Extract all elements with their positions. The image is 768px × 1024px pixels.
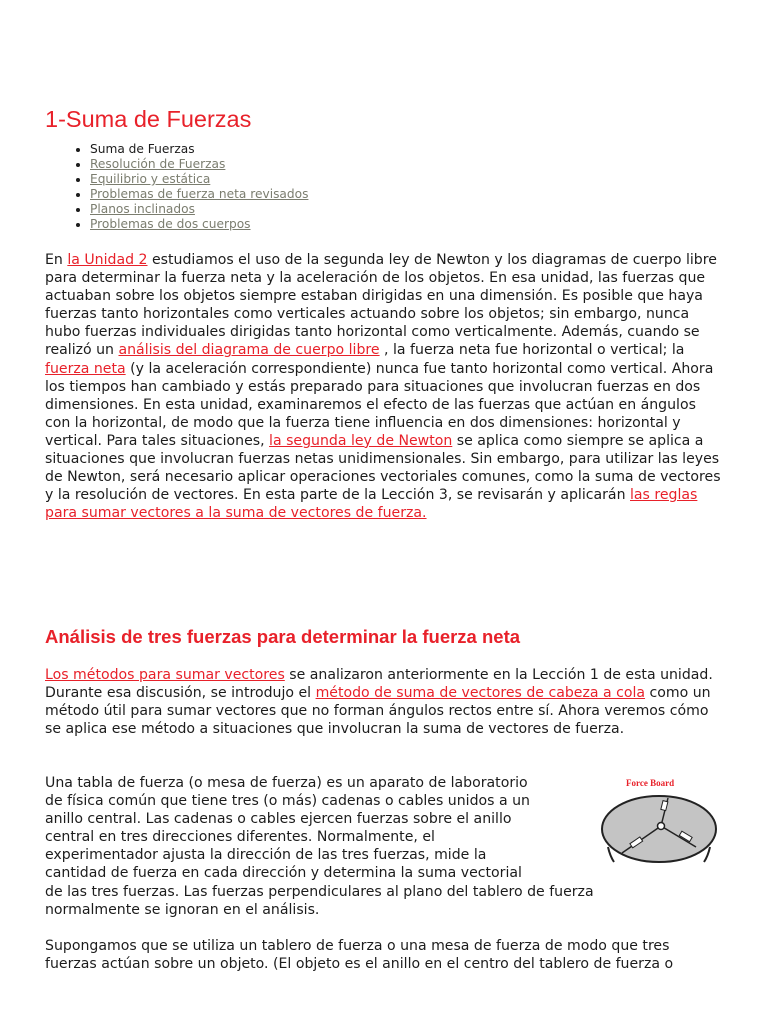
force-board-illustration [600,790,720,868]
toc-link-equilibrio[interactable]: Equilibrio y estática [90,172,211,186]
section-heading: Análisis de tres fuerzas para determinar la fuerza neta [45,626,521,647]
link-unidad-2[interactable]: la Unidad 2 [67,252,148,268]
text-run: estudiamos el uso de la segunda ley de Newton y los diagramas de cuerpo libre para determinar la fuerza neta y la aceleración de los objetos. En esa unidad, las fuerzas que actuaban sobre los objetos siempre estaban dirigidas en una dimensión. Es posible que haya fuerzas tanto horizontales como verticales actuando sobre los objetos; sin embargo, nunca hubo fuerzas individuales dirigidas tanto horizontal como verticalmente. Además, cuando se realizó un [45,252,717,359]
toc-link-resolucion[interactable]: Resolución de Fuerzas [90,157,226,171]
figure-label: Force Board [626,778,675,788]
toc-item-label: Suma de Fuerzas [90,142,195,156]
page-title: 1-Suma de Fuerzas [45,106,252,132]
text-line: Una tabla de fuerza (o mesa de fuerza) es un aparato de laboratorio [45,775,528,791]
intro-paragraph [45,251,725,522]
methods-paragraph [45,666,725,738]
text-line: normalmente se ignoran en el análisis. [45,901,320,918]
text-line: de física común que tiene tres (o más) cadenas o cables unidos a un [45,793,530,810]
text-line: experimentador ajusta la dirección de las tres fuerzas, mide la [45,847,487,864]
lesson-toc [45,142,308,232]
toc-link-planos[interactable]: Planos inclinados [90,202,195,216]
text-run: como un método útil para sumar vectores que no forman ángulos rectos entre sí. Ahora veremos cómo se aplica ese método a situaciones que involucran la suma de vectores de fuerza. [45,685,711,738]
toc-link-dos-cuerpos[interactable]: Problemas de dos cuerpos [90,217,251,231]
text-line: cantidad de fuerza en cada dirección y determina la suma vectorial [45,865,522,882]
link-fuerza-neta[interactable]: fuerza neta [45,360,126,377]
text-run: , la fuerza neta fue horizontal o vertical; la [379,342,685,359]
text-run: se aplica como siempre se aplica a situaciones que involucran fuerzas netas unidimensionales. Sin embargo, para utilizar las leyes de Newton, será necesario aplicar operaciones vectoriales comunes, como la suma de vectores y la resolución de vectores. En esta parte de la Lección 3, se revisarán y aplicarán [45,432,721,504]
toc-item-current [90,142,308,157]
link-segunda-ley[interactable]: la segunda ley de Newton [269,432,453,449]
toc-item [90,172,308,187]
text-line: central en tres direcciones diferentes. Normalmente, el [45,829,435,846]
toc-item [90,157,308,172]
link-metodos-sumar[interactable]: Los métodos para sumar vectores [45,667,285,683]
toc-link-problemas-fuerza-neta[interactable]: Problemas de fuerza neta revisados [90,187,309,201]
text-line: de las tres fuerzas. Las fuerzas perpendiculares al plano del tablero de fuerza [45,883,594,900]
force-board-figure [600,778,720,868]
link-cabeza-a-cola[interactable]: método de suma de vectores de cabeza a cola [315,685,646,702]
text-run: En [45,252,68,268]
text-run: se analizaron anteriormente en la Lección 1 de esta unidad. Durante esa discusión, se introdujo el [45,667,713,702]
text-run: (y la aceleración correspondiente) nunca fue tanto horizontal como vertical. Ahora los tiempos han cambiado y estás preparado para situaciones que involucran fuerzas en dos dimensiones. En esta unidad, examinaremos el efecto de las fuerzas que actúan en ángulos con la horizontal, de modo que la fuerza tiene influencia en dos dimensiones: horizontal y vertical. Para tales situaciones, [45,360,714,449]
toc-item [90,187,308,202]
link-analisis-diagrama[interactable]: análisis del diagrama de cuerpo libre [118,342,380,359]
toc-item [90,217,308,232]
text-line: anillo central. Las cadenas o cables ejercen fuerzas sobre el anillo [45,811,512,828]
suppose-paragraph: Supongamos que se utiliza un tablero de fuerza o una mesa de fuerza de modo que tres fuerzas actúan sobre un objeto. (El objeto es el anillo en el centro del tablero de fuerza o [45,938,674,973]
toc-item [90,202,308,217]
link-reglas-sumar-vectores[interactable]: las reglas para sumar vectores a la suma de vectores de fuerza. [45,487,698,522]
